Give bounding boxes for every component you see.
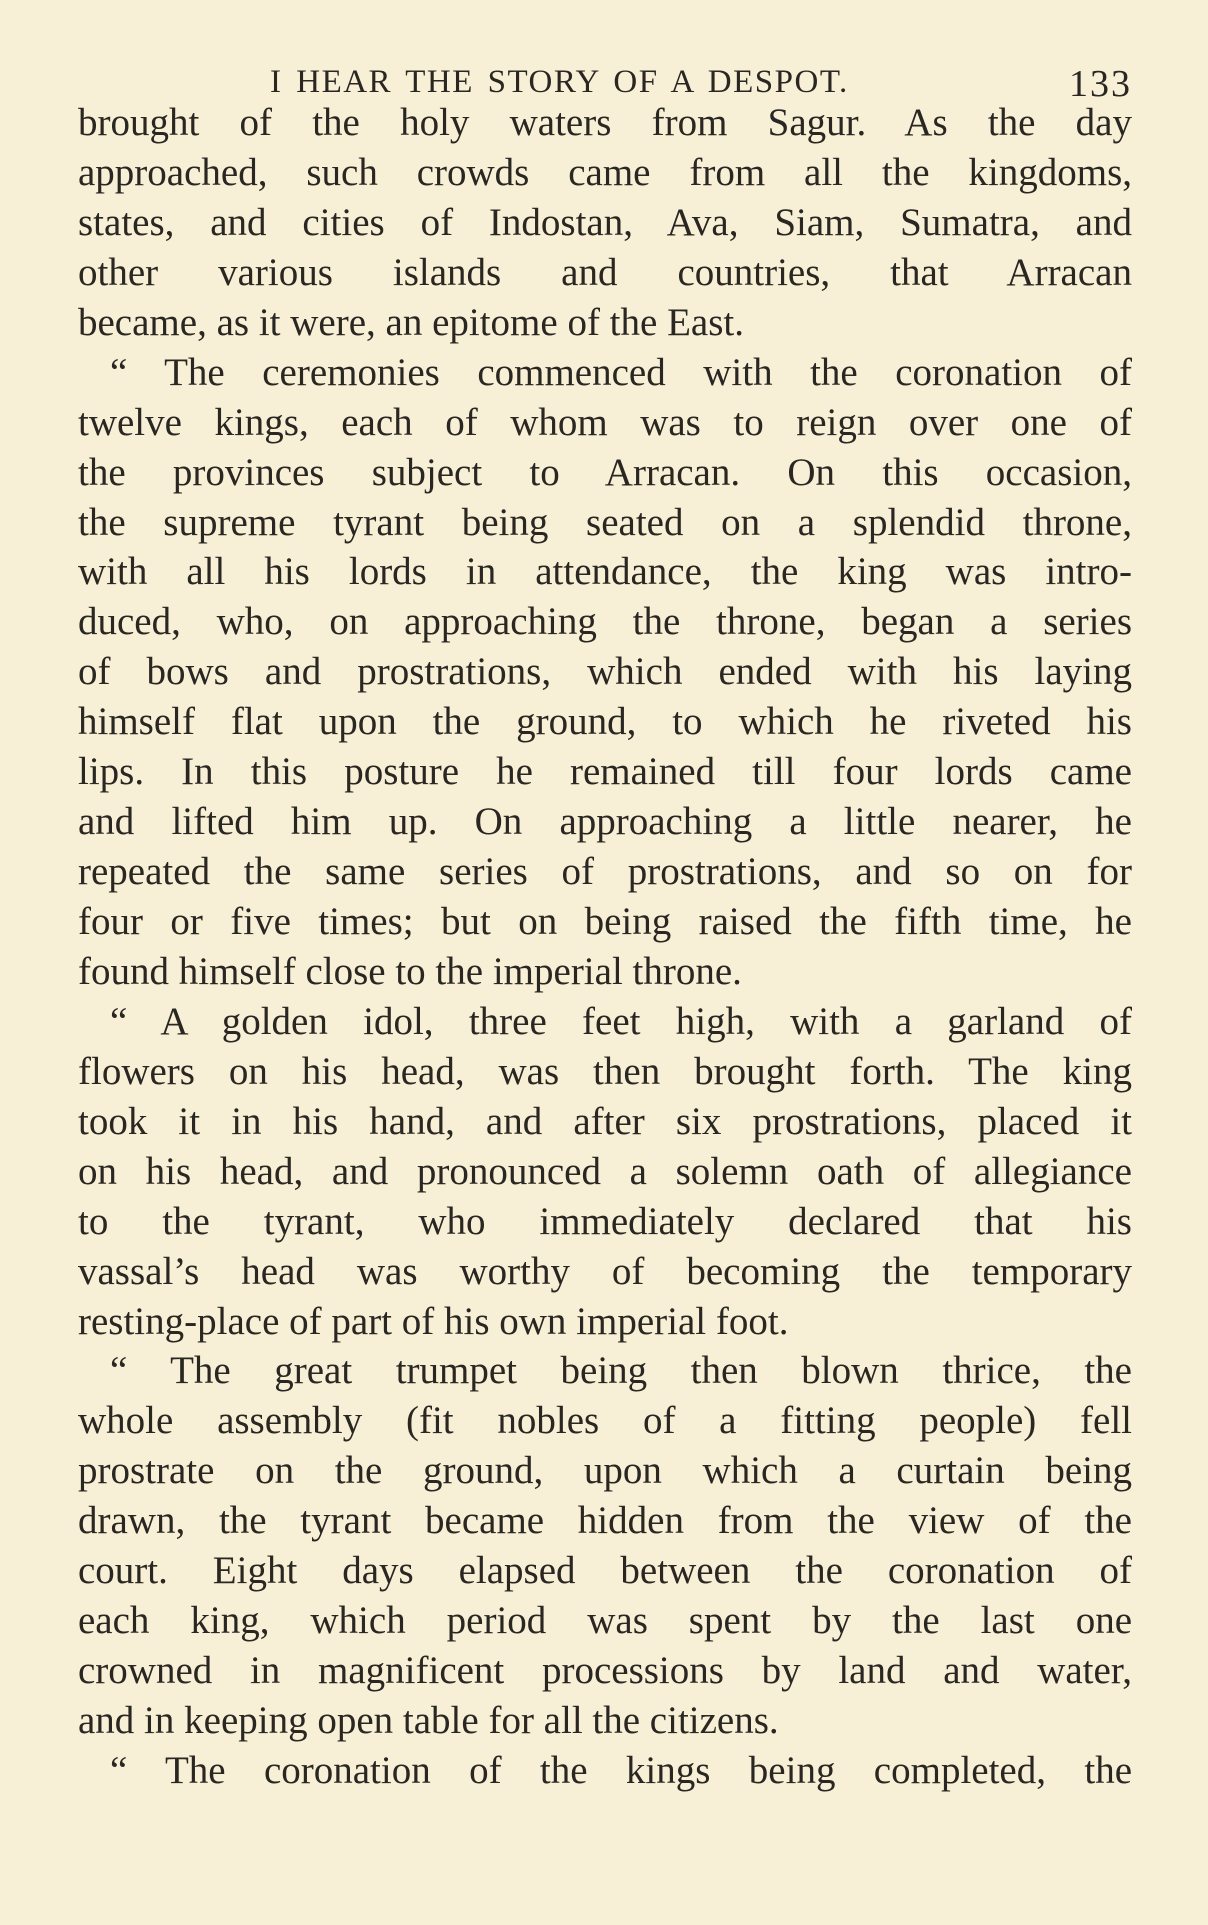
text-line: repeated the same series of prostrations, and so on for — [78, 850, 1132, 894]
text-line: flowers on his head, was then brought forth. The king — [78, 1049, 1132, 1093]
book-page — [78, 62, 1132, 1792]
text-line: “ A golden idol, three feet high, with a garland of — [110, 999, 1132, 1043]
text-line: approached, such crowds came from all the kingdoms, — [78, 150, 1132, 194]
text-line: whole assembly (fit nobles of a fitting people) fell — [78, 1399, 1132, 1443]
text-line: each king, which period was spent by the last one — [78, 1599, 1132, 1643]
text-line: twelve kings, each of whom was to reign over one of — [78, 400, 1132, 444]
text-line: resting-place of part of his own imperial foot. — [78, 1299, 789, 1343]
text-line: lips. In this posture he remained till four lords came — [78, 750, 1132, 794]
text-line: became, as it were, an epitome of the East. — [78, 300, 744, 344]
text-line: drawn, the tyrant became hidden from the view of the — [78, 1499, 1132, 1543]
body-text — [78, 98, 1132, 1796]
text-line: brought of the holy waters from Sagur. As the day — [78, 101, 1132, 144]
text-line: of bows and prostrations, which ended with his laying — [78, 650, 1132, 694]
text-line: and lifted him up. On approaching a little nearer, he — [78, 800, 1132, 844]
text-line: the supreme tyrant being seated on a splendid throne, — [78, 500, 1132, 544]
running-title: I HEAR THE STORY OF A DESPOT. — [270, 64, 849, 100]
text-line: with all his lords in attendance, the king was intro- — [78, 550, 1132, 594]
text-line: court. Eight days elapsed between the coronation of — [78, 1549, 1132, 1593]
text-line: “ The great trumpet being then blown thrice, the — [110, 1349, 1132, 1393]
text-line: to the tyrant, who immediately declared that his — [78, 1199, 1132, 1243]
text-line: himself flat upon the ground, to which he riveted his — [78, 700, 1132, 744]
text-line: the provinces subject to Arracan. On this occasion, — [78, 450, 1132, 494]
text-line: “ The coronation of the kings being completed, the — [110, 1748, 1132, 1792]
text-line: duced, who, on approaching the throne, began a series — [78, 600, 1132, 644]
text-line: other various islands and countries, that Arracan — [78, 250, 1132, 294]
text-line: and in keeping open table for all the citizens. — [78, 1699, 779, 1742]
text-line: took it in his hand, and after six prostrations, placed it — [78, 1099, 1132, 1143]
text-line: states, and cities of Indostan, Ava, Siam, Sumatra, and — [78, 200, 1132, 244]
page-number: 133 — [1069, 63, 1132, 105]
text-line: vassal’s head was worthy of becoming the temporary — [78, 1249, 1132, 1293]
text-line: “ The ceremonies commenced with the coronation of — [110, 350, 1132, 394]
text-line: found himself close to the imperial throne. — [78, 949, 742, 993]
text-line: four or five times; but on being raised the fifth time, he — [78, 900, 1132, 943]
text-line: on his head, and pronounced a solemn oath of allegiance — [78, 1149, 1132, 1193]
text-line: prostrate on the ground, upon which a curtain being — [78, 1449, 1132, 1493]
text-line: crowned in magnificent processions by land and water, — [78, 1649, 1132, 1693]
